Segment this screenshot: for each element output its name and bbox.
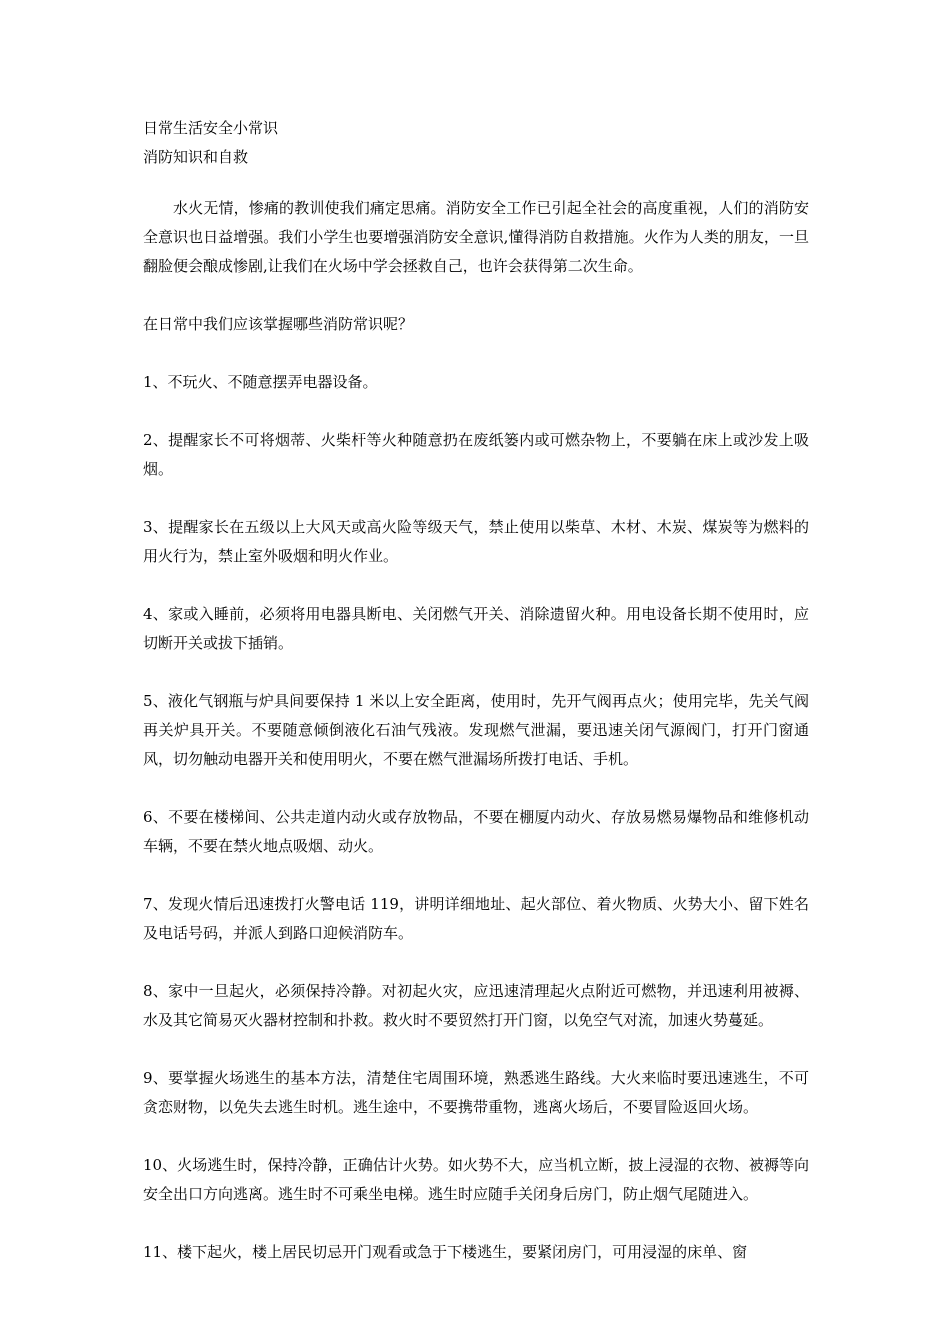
list-item: 2、提醒家长不可将烟蒂、火柴杆等火种随意扔在废纸篓内或可燃杂物上，不要躺在床上或沙发上吸烟。 [143, 431, 809, 478]
spacer [143, 948, 809, 977]
spacer [143, 172, 809, 194]
spacer [143, 484, 809, 513]
question-paragraph: 在日常中我们应该掌握哪些消防常识呢？ [143, 315, 414, 333]
list-item: 1、不玩火、不随意摆弄电器设备。 [143, 373, 378, 391]
spacer [143, 281, 809, 310]
spacer [143, 658, 809, 687]
spacer [143, 1122, 809, 1151]
document-page [143, 114, 809, 1267]
spacer [143, 339, 809, 368]
list-item: 4、家或入睡前，必须将用电器具断电、关闭燃气开关、消除遗留火种。用电设备长期不使用时，应切断开关或拔下插销。 [143, 605, 809, 652]
list-item: 10、火场逃生时，保持冷静，正确估计火势。如火势不大，应当机立断，披上浸湿的衣物、被褥等向安全出口方向逃离。逃生时不可乘坐电梯。逃生时应随手关闭身后房门，防止烟气尾随进入。 [143, 1156, 809, 1203]
list-item: 8、家中一旦起火，必须保持冷静。对初起火灾，应迅速清理起火点附近可燃物，并迅速利用被褥、水及其它简易灭火器材控制和扑救。救火时不要贸然打开门窗，以免空气对流，加速火势蔓延。 [143, 982, 809, 1029]
list-item: 6、不要在楼梯间、公共走道内动火或存放物品，不要在棚厦内动火、存放易燃易爆物品和维修机动车辆，不要在禁火地点吸烟、动火。 [143, 808, 809, 855]
spacer [143, 571, 809, 600]
list-item: 11、楼下起火，楼上居民切忌开门观看或急于下楼逃生，要紧闭房门，可用浸湿的床单、窗 [143, 1243, 748, 1261]
spacer [143, 1209, 809, 1238]
list-item: 5、液化气钢瓶与炉具间要保持 1 米以上安全距离，使用时，先开气阀再点火；使用完毕，先关气阀再关炉具开关。不要随意倾倒液化石油气残液。发现燃气泄漏，要迅速关闭气源阀门，打开门窗通风，切勿触动电器开关和使用明火，不要在燃气泄漏场所拨打电话、手机。 [143, 692, 809, 768]
document-subtitle: 消防知识和自救 [143, 148, 249, 166]
intro-paragraph: 水火无情，惨痛的教训使我们痛定思痛。消防安全工作已引起全社会的高度重视，人们的消防安全意识也日益增强。我们小学生也要增强消防安全意识,懂得消防自救措施。火作为人类的朋友，一旦翻脸便会酿成惨剧,让我们在火场中学会拯救自己，也许会获得第二次生命。 [143, 199, 809, 275]
list-item: 3、提醒家长在五级以上大风天或高火险等级天气，禁止使用以柴草、木材、木炭、煤炭等为燃料的用火行为，禁止室外吸烟和明火作业。 [143, 518, 809, 565]
document-title: 日常生活安全小常识 [143, 119, 279, 137]
list-item: 9、要掌握火场逃生的基本方法，清楚住宅周围环境，熟悉逃生路线。大火来临时要迅速逃生，不可贪恋财物，以免失去逃生时机。逃生途中，不要携带重物，逃离火场后，不要冒险返回火场。 [143, 1069, 809, 1116]
spacer [143, 1035, 809, 1064]
spacer [143, 397, 809, 426]
spacer [143, 774, 809, 803]
list-item: 7、发现火情后迅速拨打火警电话 119，讲明详细地址、起火部位、着火物质、火势大小、留下姓名及电话号码，并派人到路口迎候消防车。 [143, 895, 809, 942]
spacer [143, 861, 809, 890]
